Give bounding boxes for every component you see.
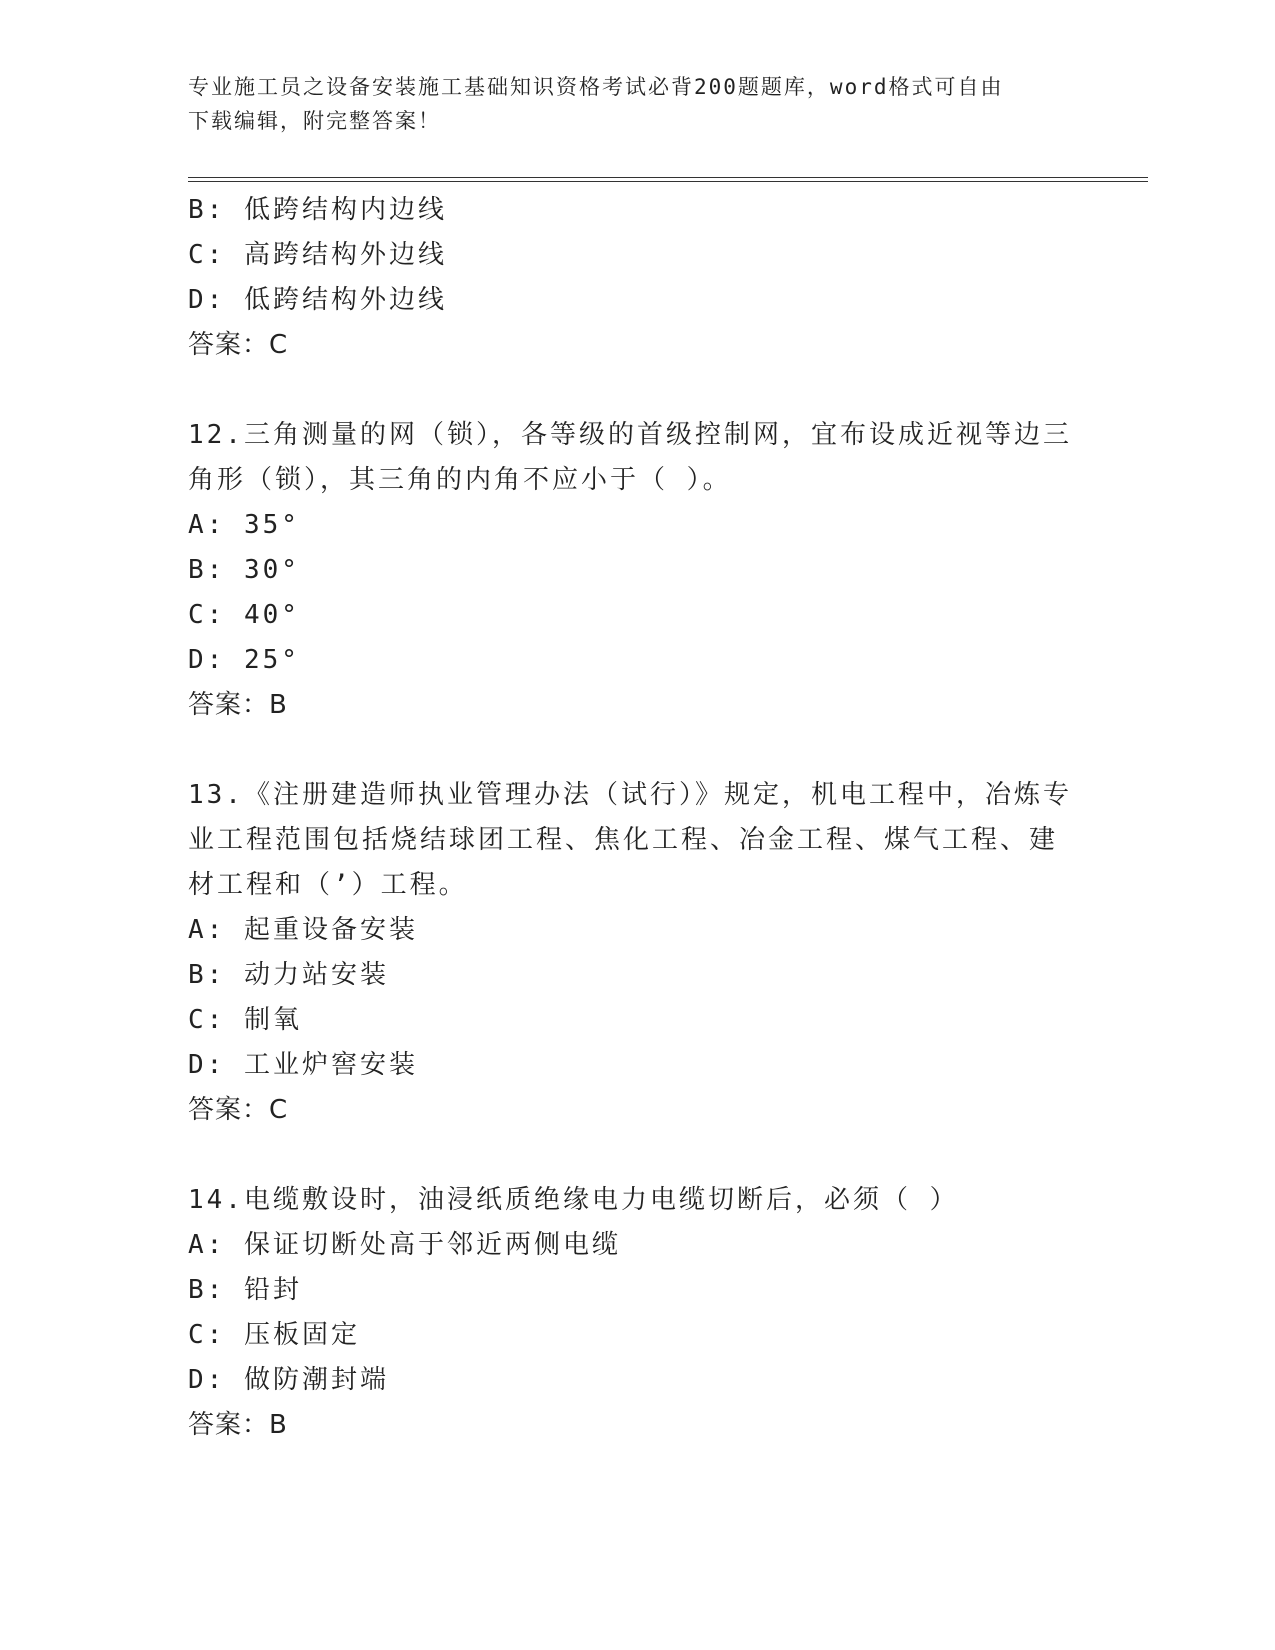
question-stem-line: 材工程和（’）工程。 — [188, 870, 468, 900]
option-b: B: 低跨结构内边线 — [188, 195, 447, 225]
option-d: D: 低跨结构外边线 — [188, 285, 447, 315]
header-title-line-2: 下载编辑，附完整答案！ — [188, 109, 441, 133]
header-title-line-1: 专业施工员之设备安装施工基础知识资格考试必背200题题库，word格式可自由 — [188, 75, 1004, 99]
option-b: B: 30° — [188, 555, 300, 585]
option-d: D: 做防潮封端 — [188, 1365, 389, 1395]
option-c: C: 压板固定 — [188, 1320, 360, 1350]
answer: 答案：B — [188, 690, 288, 720]
question-stem-line: 13.《注册建造师执业管理办法（试行）》规定，机电工程中，冶炼专 — [188, 780, 1072, 810]
answer: 答案：C — [188, 1095, 289, 1125]
option-c: C: 40° — [188, 600, 300, 630]
question-stem-line: 业工程范围包括烧结球团工程、焦化工程、冶金工程、煤气工程、建 — [188, 825, 1059, 855]
option-b: B: 铅封 — [188, 1275, 302, 1305]
question-stem-line: 14.电缆敷设时，油浸纸质绝缘电力电缆切断后，必须（ ） — [188, 1185, 959, 1215]
header-rule-top — [188, 177, 1148, 178]
answer: 答案：B — [188, 1410, 288, 1440]
option-b: B: 动力站安装 — [188, 960, 389, 990]
option-d: D: 25° — [188, 645, 300, 675]
header-rule-bottom — [188, 181, 1148, 182]
question-stem-line: 角形（锁），其三角的内角不应小于（ ）。 — [188, 465, 732, 495]
option-c: C: 制氧 — [188, 1005, 302, 1035]
option-a: A: 保证切断处高于邻近两侧电缆 — [188, 1230, 621, 1260]
option-c: C: 高跨结构外边线 — [188, 240, 447, 270]
option-a: A: 起重设备安装 — [188, 915, 418, 945]
question-stem-line: 12.三角测量的网（锁），各等级的首级控制网，宜布设成近视等边三 — [188, 420, 1072, 450]
option-a: A: 35° — [188, 510, 300, 540]
option-d: D: 工业炉窖安装 — [188, 1050, 418, 1080]
answer: 答案：C — [188, 330, 289, 360]
